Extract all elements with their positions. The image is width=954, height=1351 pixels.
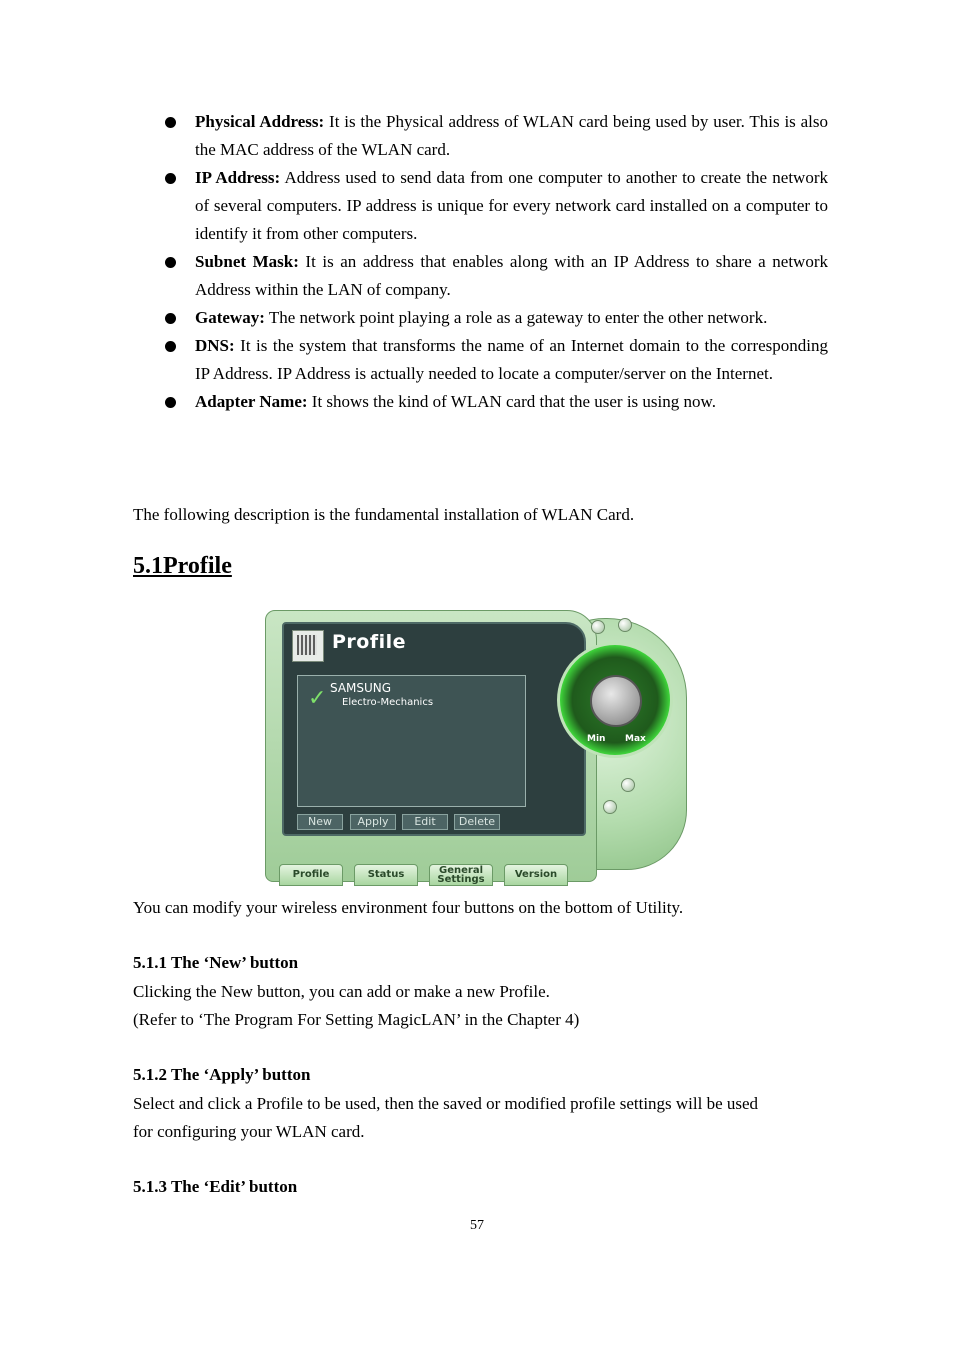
bullet-list xyxy=(163,108,828,416)
subsection-512-line2: for configuring your WLAN card. xyxy=(133,1122,365,1141)
intro-paragraph: The following description is the fundamental installation of WLAN Card. xyxy=(133,505,635,524)
checkmark-icon: ✓ xyxy=(308,686,327,711)
corner-icon[interactable] xyxy=(621,778,635,792)
profile-subtitle: Electro-Mechanics xyxy=(342,697,434,708)
bullet-item xyxy=(163,164,828,248)
page-number: 57 xyxy=(470,1218,484,1233)
bullet-dot-icon xyxy=(165,397,176,408)
subsection-512-title: 5.1.2 The ‘Apply’ button xyxy=(133,1065,311,1084)
subsection-513-title: 5.1.3 The ‘Edit’ button xyxy=(133,1177,298,1196)
main-panel-frame xyxy=(265,610,597,882)
figure-caption-paragraph: You can modify your wireless environment four buttons on the bottom of Utility. xyxy=(133,898,684,917)
minimize-icon[interactable] xyxy=(591,620,605,634)
max-label: Max xyxy=(625,734,646,744)
bullet-item xyxy=(163,388,828,416)
subsection-511-line2: (Refer to ‘The Program For Setting MagicLAN’ in the Chapter 4) xyxy=(133,1010,580,1029)
close-icon[interactable] xyxy=(618,618,632,632)
wlan-card-icon xyxy=(590,675,642,727)
help-icon[interactable] xyxy=(603,800,617,814)
tab-version[interactable]: Version xyxy=(504,864,568,886)
bullet-text: Address used to send data from one computer to another to create the network of several computers. IP address is unique for every network card installed on a computer to identify it from other computers. xyxy=(195,168,828,243)
bullet-text: It is an address that enables along with an IP Address to share a network Address within the LAN of company. xyxy=(195,252,828,299)
profile-card-icon xyxy=(292,630,324,662)
wlan-utility-window xyxy=(265,610,689,888)
bullet-text: It shows the kind of WLAN card that the user is using now. xyxy=(307,392,716,411)
profile-name[interactable]: SAMSUNG xyxy=(330,681,392,695)
min-label: Min xyxy=(587,734,606,744)
tab-status[interactable]: Status xyxy=(354,864,418,886)
bullet-term: IP Address: xyxy=(195,168,281,187)
bullet-text: It is the Physical address of WLAN card being used by user. This is also the MAC address of the WLAN card. xyxy=(195,112,828,159)
profile-list[interactable] xyxy=(297,675,526,807)
bullet-term: Subnet Mask: xyxy=(195,252,299,271)
bullet-text: It is the system that transforms the name of an Internet domain to the corresponding IP Address. IP Address is actually needed to locate a computer/server on the Internet. xyxy=(195,336,828,383)
section-title: 5.1Profile xyxy=(133,553,232,579)
subsection-511-line1: Clicking the New button, you can add or make a new Profile. xyxy=(133,982,550,1001)
new-button[interactable]: New xyxy=(297,814,343,830)
panel-title: Profile xyxy=(332,631,407,653)
tab-settings-label: Settings xyxy=(437,874,485,885)
tab-general-settings[interactable] xyxy=(429,864,493,886)
bullet-dot-icon xyxy=(165,341,176,352)
bullet-term: Adapter Name: xyxy=(195,392,308,411)
bullet-text: The network point playing a role as a gateway to enter the other network. xyxy=(264,308,768,327)
bullet-dot-icon xyxy=(165,117,176,128)
bullet-term: Physical Address: xyxy=(195,112,325,131)
bullet-term: Gateway: xyxy=(195,308,265,327)
delete-button[interactable]: Delete xyxy=(454,814,500,830)
bullet-item xyxy=(163,304,828,332)
bullet-dot-icon xyxy=(165,313,176,324)
bullet-term: DNS: xyxy=(195,336,235,355)
bullet-dot-icon xyxy=(165,173,176,184)
bullet-item xyxy=(163,108,828,164)
tab-general-label: General xyxy=(439,865,483,876)
subsection-512-line1: Select and click a Profile to be used, then the saved or modified profile settings will be used xyxy=(133,1094,759,1113)
bullet-item xyxy=(163,332,828,388)
tab-profile[interactable]: Profile xyxy=(279,864,343,886)
bullet-dot-icon xyxy=(165,257,176,268)
subsection-511-title: 5.1.1 The ‘New’ button xyxy=(133,953,299,972)
apply-button[interactable]: Apply xyxy=(350,814,396,830)
bullet-item xyxy=(163,248,828,304)
profile-panel xyxy=(282,622,586,836)
edit-button[interactable]: Edit xyxy=(402,814,448,830)
